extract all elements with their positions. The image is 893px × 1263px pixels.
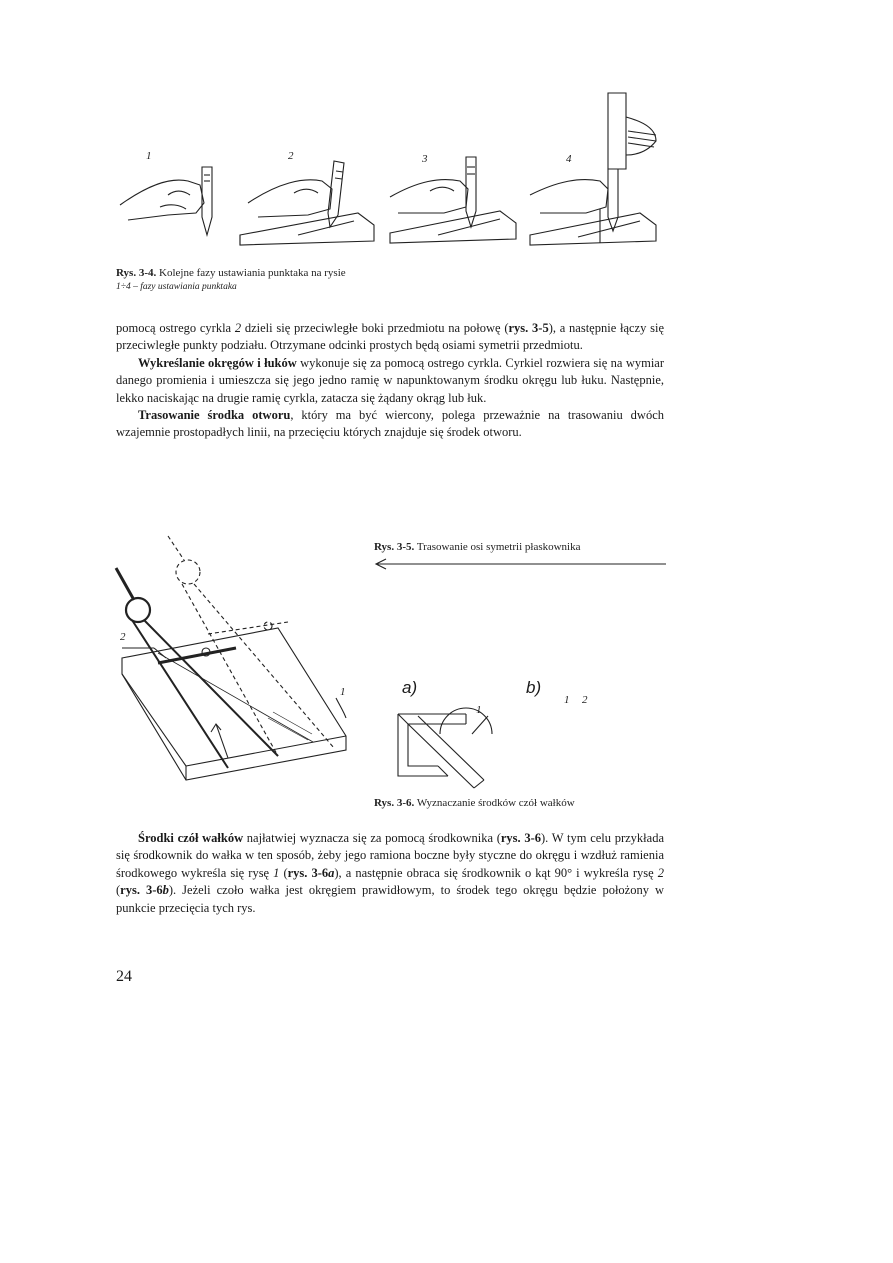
figure-3-6-drawing	[388, 676, 658, 794]
figure-3-5	[108, 528, 358, 790]
paragraph-4-text-d: ), a następnie obraca się środkownik o kąt 90° i wykreśla rysę	[334, 865, 658, 880]
body-text-top	[116, 320, 664, 442]
figure-3-5-label-1: 1	[340, 686, 346, 698]
punch-phase-2-illustration	[240, 161, 374, 245]
figure-3-6-a-label-1: 1	[476, 704, 482, 716]
paragraph-1-figure-ref: rys. 3-5	[508, 321, 549, 335]
page-number: 24	[116, 968, 132, 985]
figure-3-6-panel-b-label: b)	[526, 678, 542, 697]
figure-3-6-panel-a-label: a)	[402, 678, 418, 697]
paragraph-4-num-1: 1	[273, 865, 280, 880]
paragraph-1-text-a: pomocą ostrego cyrkla	[116, 321, 235, 335]
figure-3-6-caption	[374, 796, 575, 810]
paragraph-1	[116, 320, 664, 355]
figure-3-4-drawing	[108, 85, 668, 265]
paragraph-2-text: wykonuje się za pomocą ostrego cyrkla. Cyrkiel rozwiera się na wymiar danego promienia i umieszcza się jego jedno ramię w napunktowanym środku okręgu lub łuku. Następnie, lekko naciskając na drugie ramię cyrkla, zatacza się żądany okrąg lub łuk.	[116, 355, 664, 405]
paragraph-4-heading: Środki czół wałków	[138, 831, 244, 845]
phase-label-3: 3	[422, 153, 428, 165]
paragraph-4-text-c: (	[279, 865, 288, 880]
figure-3-6	[388, 676, 658, 794]
paragraph-4	[116, 830, 664, 917]
figure-3-5-drawing	[108, 528, 358, 790]
figure-3-6-b-label-1: 1	[564, 694, 570, 706]
paragraph-2-heading: Wykreślanie okręgów i łuków	[138, 355, 297, 370]
paragraph-1-text-c: ), a następnie łączy się przeciwległe punkty podziału. Otrzymane odcinki prostych będą osiami symetrii przedmiotu.	[116, 321, 664, 353]
figure-3-5-caption	[374, 540, 581, 554]
paragraph-3	[116, 407, 664, 442]
paragraph-4-text-f: ). Jeżeli czoło wałka jest okręgiem prawidłowym, to środek tego okręgu będzie położony w punkcie przecięcia tych rys.	[116, 883, 664, 915]
paragraph-4-text-a: najłatwiej wyznacza się za pomocą środkownika (	[243, 831, 501, 845]
figure-3-5-label-2: 2	[120, 631, 126, 643]
paragraph-4-ref-1: rys. 3-6	[500, 831, 542, 845]
paragraph-4-text-b: ). W tym celu przykłada się środkownik do wałka w ten sposób, żeby jego ramiona boczne były styczne do okręgu i wzdłuż ramienia środkowego wykreśla się rysę	[116, 831, 664, 880]
paragraph-3-heading: Trasowanie środka otworu	[138, 408, 291, 423]
figure-3-4-caption-text: Kolejne fazy ustawiania punktaka na rysie	[159, 267, 346, 279]
figure-3-4-caption-number: Rys. 3-4.	[116, 267, 157, 279]
center-square-panel-a	[398, 708, 492, 788]
figure-3-5-caption-number: Rys. 3-5.	[374, 541, 415, 553]
figure-3-6-caption-number: Rys. 3-6.	[374, 797, 415, 809]
phase-label-1: 1	[146, 150, 152, 162]
figure-3-6-b-label-2: 2	[582, 694, 588, 706]
figure-3-4-caption	[116, 266, 346, 294]
paragraph-4-ref-2-suffix: a	[328, 865, 335, 880]
punch-phase-1-illustration	[120, 167, 212, 235]
paragraph-4-ref-3: rys. 3-6	[120, 883, 163, 898]
body-text-bottom	[116, 830, 664, 917]
paragraph-4-ref-2: rys. 3-6	[287, 865, 329, 880]
punch-phase-4-illustration	[530, 93, 656, 245]
phase-label-4: 4	[566, 153, 572, 165]
figure-3-4-caption-sub: 1÷4 – fazy ustawiania punktaka	[116, 282, 237, 292]
paragraph-1-text-b: dzieli się przeciwległe boki przedmiotu na połowę (	[241, 321, 509, 335]
paragraph-3-text: , który ma być wiercony, polega przeważnie na trasowaniu dwóch wzajemnie prostopadłych linii, na przecięciu których znajduje się środek otworu.	[116, 408, 665, 440]
paragraph-1-number: 2	[234, 321, 242, 335]
paragraph-4-num-2: 2	[657, 865, 664, 880]
figure-3-5-pointer-arrow	[372, 558, 668, 570]
paragraph-4-ref-3-suffix: b	[162, 883, 169, 898]
paragraph-2	[116, 355, 664, 407]
figure-3-6-caption-text: Wyznaczanie środków czół wałków	[416, 797, 575, 809]
punch-phase-3-illustration	[390, 157, 516, 243]
paragraph-4-text-e: (	[116, 883, 121, 898]
phase-label-2: 2	[288, 150, 294, 162]
figure-3-4	[108, 85, 668, 265]
figure-3-5-caption-text: Trasowanie osi symetrii płaskownika	[416, 541, 581, 553]
